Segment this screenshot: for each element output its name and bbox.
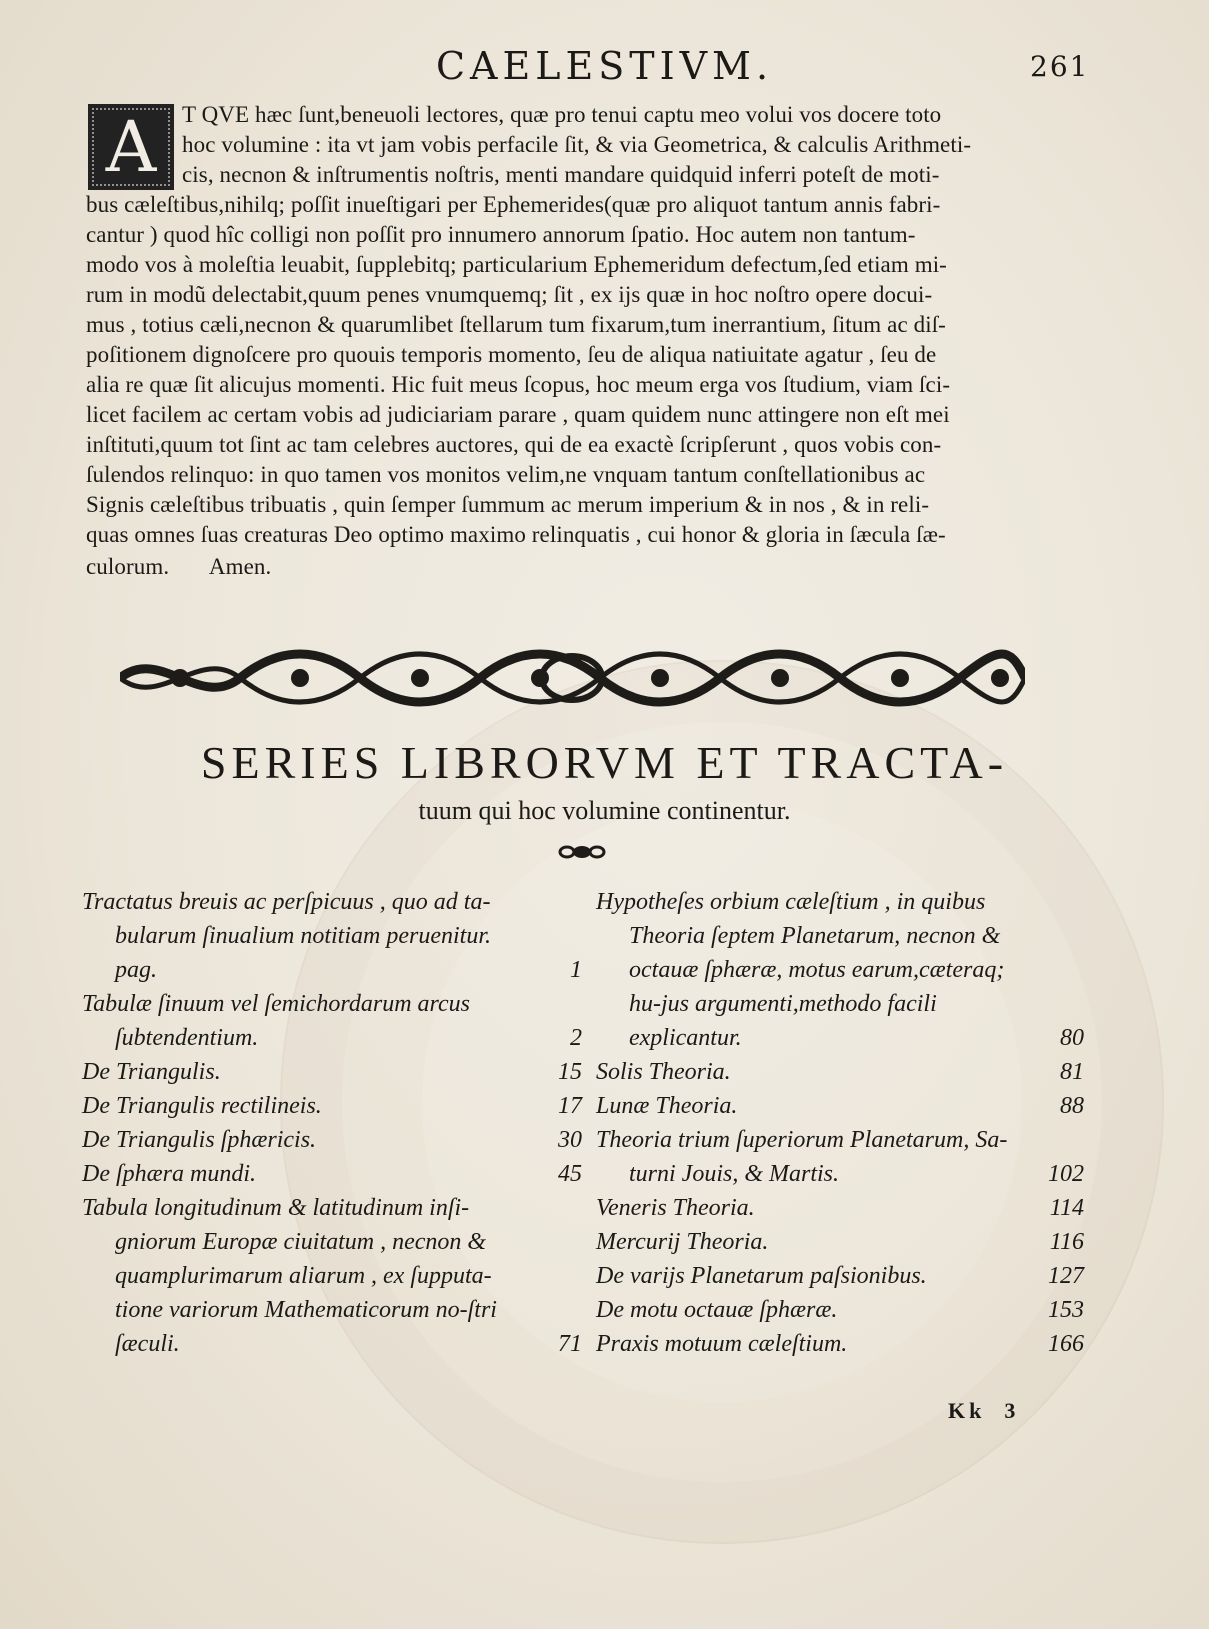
text-line: quas omnes ſuas creaturas Deo optimo maximo relinquatis , cui honor & gloria in ſæcula ſæ- [86,522,946,547]
toc-entry-title: De ſphæra mundi. [82,1161,256,1187]
toc-entry-page: 2 [570,1025,582,1051]
toc-entry-title: De Triangulis rectilineis. [82,1093,322,1119]
text-line: cis, necnon & inſtrumentis noſtris, menti mandare quidquid inferri poteſt de moti- [182,162,940,187]
toc-entry [82,1157,582,1191]
fleuron-ornament [556,843,608,861]
toc-entry-title: Theoria trium ſuperiorum Planetarum, Sa-turni Jouis, & Martis. [596,1127,1008,1187]
signature-mark: Kk 3 [948,1398,1020,1423]
toc-entry-page: 45 [558,1161,582,1187]
toc-entry [596,1259,1084,1293]
toc-entry [596,1327,1084,1361]
toc-entry-page: 114 [1049,1195,1084,1221]
toc-entry-title: De varijs Planetarum paſsionibus. [596,1263,927,1289]
toc-entry-title: Lunæ Theoria. [596,1093,738,1119]
toc-entry [596,1055,1084,1089]
toc-entry [82,1123,582,1157]
toc-entry-title: Veneris Theoria. [596,1195,755,1221]
text-line: licet facilem ac certam vobis ad judiciariam parare , quam quidem nunc attingere non eſt mei [86,402,950,427]
toc-entry-title: Solis Theoria. [596,1059,731,1085]
toc-entry-title: Tabula longitudinum & latitudinum inſi-gniorum Europæ ciuitatum , necnon & quamplurimarum aliarum , ex ſupputa-tione variorum Mathematicorum no-ſtri ſæculi. [82,1195,497,1357]
text-line: alia re quæ ſit alicujus momenti. Hic fuit meus ſcopus, hoc meum erga vos ſtudium, viam ſci- [86,372,951,397]
toc-entry-page: 17 [558,1093,582,1119]
toc-entry-title: Hypotheſes orbium cæleſtium , in quibus Theoria ſeptem Planetarum, necnon & octauæ ſphæræ, motus earum,cæteraq; hu-jus argumenti,methodo facili explicantur. [596,889,1005,1051]
ornamental-headpiece [120,646,1025,710]
text-line: T QVE hæc ſunt,beneuoli lectores, quæ pro tenui captu meo volui vos docere toto [182,102,942,127]
toc-entry-page: 1 [570,957,582,983]
toc-entry-page: 71 [558,1331,582,1357]
toc-entry-title: Praxis motuum cæleſtium. [596,1331,848,1357]
toc-entry-page: 80 [1060,1025,1084,1051]
toc-entry-page: 15 [558,1059,582,1085]
text-line: poſitionem dignoſcere pro quouis temporis momento, ſeu de aliqua natiuitate agatur , ſeu de [86,342,937,367]
toc-entry [596,1123,1084,1191]
toc-entry-page: 153 [1048,1297,1084,1323]
text-line: hoc volumine : ita vt jam vobis perfacile ſit, & via Geometrica, & calculis Arithmeti- [182,132,972,157]
toc-left-column [82,885,582,1361]
text-line: rum in modũ delectabit,quum penes vnumquemq; ſit , ex ijs quæ in hoc noſtro opere docui- [86,282,933,307]
toc-entry-page: 81 [1060,1059,1084,1085]
toc-entry-page: 102 [1048,1161,1084,1187]
text-line: ſulendos relinquo: in quo tamen vos monitos velim,ne vnquam tantum conſtellationibus ac [86,462,926,487]
text-line: cantur ) quod hîc colligi non poſſit pro innumero annorum ſpatio. Hoc autem non tantum- [86,222,916,247]
text-line: culorum. Amen. [86,554,272,579]
toc-entry [596,1089,1084,1123]
toc-entry-title: Tabulæ ſinuum vel ſemichordarum arcus ſubtendentium. [82,991,470,1051]
page-number: 261 [1030,50,1090,83]
toc-entry-page: 30 [558,1127,582,1153]
toc-entry [596,1225,1084,1259]
toc-entry-title: Tractatus breuis ac perſpicuus , quo ad ta-bularum ſinualium notitiam peruenitur. pag. [82,889,492,983]
toc-entry [82,987,582,1055]
toc-entry [596,885,1084,1055]
toc-entry-page: 127 [1048,1263,1084,1289]
text-line: Signis cæleſtibus tribuatis , quin ſemper ſummum ac merum imperium & in nos , & in reli- [86,492,930,517]
section-subtitle: tuum qui hoc volumine continentur. [418,796,791,825]
toc-entry-title: De Triangulis. [82,1059,221,1085]
toc-entry [82,885,582,987]
toc-entry [82,1055,582,1089]
running-title: CAELESTIVM. [435,44,774,88]
toc-entry-title: De motu octauæ ſphæræ. [596,1297,838,1323]
text-line: mus , totius cæli,necnon & quarumlibet ſtellarum tum fixarum,tum inerrantium, ſitum ac diſ- [86,312,946,337]
toc-entry [82,1191,582,1361]
text-line: bus cæleſtibus,nihilq; poſſit inueſtigari per Ephemerides(quæ pro aliquot tantum annis fabri- [86,192,941,217]
toc-entry-page: 116 [1049,1229,1084,1255]
toc-entry-title: De Triangulis ſphæricis. [82,1127,317,1153]
toc-entry [82,1089,582,1123]
text-line: modo vos à moleſtia leuabit, ſupplebitq; particularium Ephemeridum defectum,ſed etiam mi- [86,252,947,277]
toc-entry-page: 88 [1060,1093,1084,1119]
toc-entry-page: 166 [1048,1331,1084,1357]
text-line: inſtituti,quum tot ſint ac tam celebres auctores, qui de ea exactè ſcripſerunt , quos vobis con- [86,432,942,457]
decorated-initial: A [88,104,174,190]
toc-entry [596,1293,1084,1327]
toc-right-column [596,885,1084,1361]
toc-entry [596,1191,1084,1225]
toc-entry-title: Mercurij Theoria. [596,1229,769,1255]
section-title: SERIES LIBRORVM ET TRACTA- [200,737,1009,788]
